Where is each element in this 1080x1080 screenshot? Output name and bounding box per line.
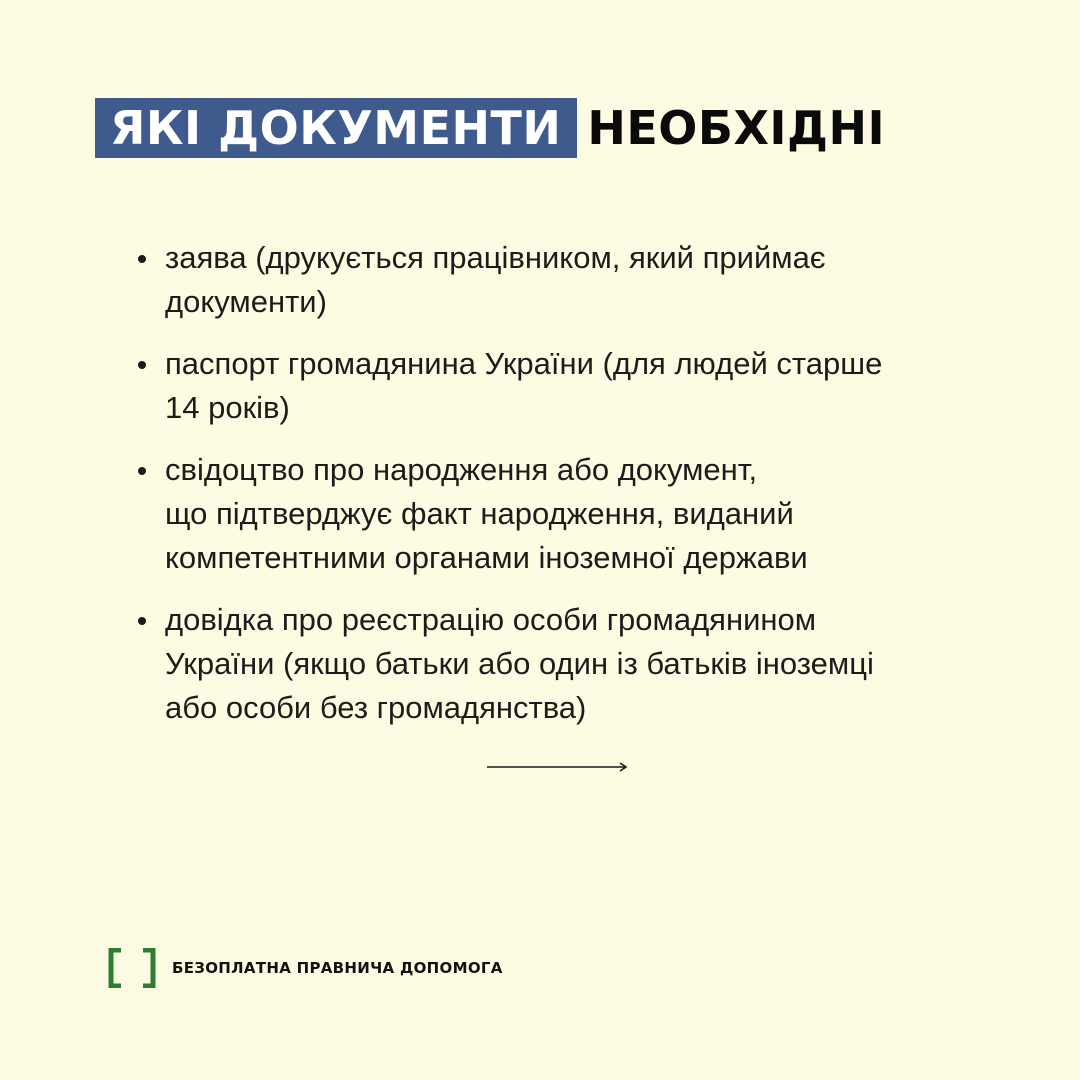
list-item-line: або особи без громадянства) (165, 690, 587, 725)
page-title-rest: НЕОБХІДНІ (587, 101, 886, 155)
list-item (138, 448, 968, 580)
list-item-line: довідка про реєстрацію особи громадянином (165, 602, 817, 637)
bullet-icon (138, 255, 146, 263)
page-title-highlight: ЯКІ ДОКУМЕНТИ (95, 98, 577, 158)
page-title (95, 98, 885, 158)
list-item-line: 14 років) (165, 390, 290, 425)
documents-list (138, 236, 968, 748)
list-item-line: документи) (165, 284, 327, 319)
list-item-line: компетентними органами іноземної держави (165, 540, 808, 575)
list-item-line: паспорт громадянина України (для людей старше (165, 346, 883, 381)
list-item (138, 598, 968, 730)
list-item-line: що підтверджує факт народження, виданий (165, 496, 794, 531)
footer (108, 948, 503, 988)
list-item (138, 236, 968, 324)
bullet-icon (138, 467, 146, 475)
list-item (138, 342, 968, 430)
list-item-line: свідоцтво про народження або документ, (165, 452, 758, 487)
bullet-icon (138, 617, 146, 625)
arrow-right-icon[interactable] (487, 759, 629, 780)
list-item-line: заява (друкується працівником, який приймає (165, 240, 826, 275)
brackets-logo-icon (108, 948, 156, 988)
organization-name: БЕЗОПЛАТНА ПРАВНИЧА ДОПОМОГА (172, 959, 503, 977)
bullet-icon (138, 361, 146, 369)
list-item-line: України (якщо батьки або один із батьків іноземці (165, 646, 874, 681)
